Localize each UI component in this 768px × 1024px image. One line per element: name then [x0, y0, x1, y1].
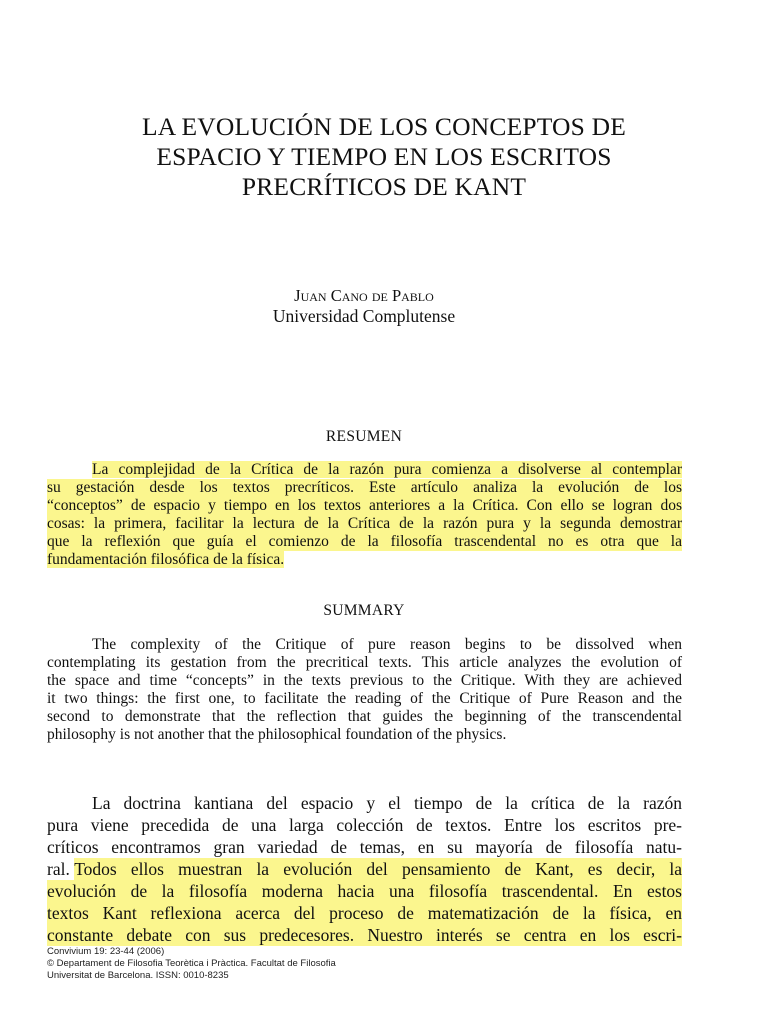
footer-line: Convivium 19: 23-44 (2006) — [47, 946, 165, 957]
summary-line: the space and time “concepts” in the texts previous to the Critique. With they are achieved — [47, 672, 682, 689]
summary-line: it two things: the first one, to facilitate the reading of the Critique of Pure Reason and the — [47, 690, 682, 707]
summary-heading: SUMMARY — [323, 602, 405, 619]
body-line: La doctrina kantiana del espacio y el tiempo de la crítica de la razón — [92, 793, 682, 813]
abstract-line — [47, 551, 284, 569]
abstract-line — [92, 461, 682, 479]
footer-line: Universitat de Barcelona. ISSN: 0010-8235 — [47, 970, 229, 981]
body-line: críticos encontramos gran variedad de temas, en su mayoría de filosofía natu- — [47, 837, 682, 857]
body-line: constante debate con sus predecesores. Nuestro interés se centra en los escri- — [47, 925, 682, 945]
highlighted-text: fundamentación filosófica de la física. — [47, 551, 285, 568]
body-line: pura viene precedida de una larga colección de textos. Entre los escritos pre- — [47, 815, 682, 835]
summary-line: second to demonstrate that the reflection that guides the beginning of the transcendental — [47, 708, 682, 725]
body-text-plain: ral. — [47, 859, 75, 879]
title-line: PRECRÍTICOS DE KANT — [241, 172, 527, 201]
author-affiliation: Universidad Complutense — [272, 306, 456, 326]
highlighted-text: La complejidad de la Crítica de la razón pura comienza a disolverse al contemplar — [92, 461, 682, 478]
abstract-line: cosas: la primera, facilitar la lectura de la Crítica de la razón pura y la segunda demostrar — [47, 515, 682, 532]
summary-line: The complexity of the Critique of pure reason begins to be dissolved when — [92, 636, 682, 653]
title-line: ESPACIO Y TIEMPO EN LOS ESCRITOS — [156, 142, 612, 171]
summary-line: contemplating its gestation from the precritical texts. This article analyzes the evolution of — [47, 654, 682, 671]
body-line — [47, 858, 682, 880]
footer-line: © Departament de Filosofia Teorètica i Pràctica. Facultat de Filosofia — [47, 958, 336, 969]
abstract-line: su gestación desde los textos precríticos. Este artículo analiza la evolución de los — [47, 479, 682, 496]
highlighted-text: Todos ellos muestran la evolución del pensamiento de Kant, es decir, la — [74, 859, 682, 879]
body-line: textos Kant reflexiona acerca del proceso de matematización de la física, en — [47, 903, 682, 923]
abstract-line: “conceptos” de espacio y tiempo en los textos anteriores a la Crítica. Con ello se logran dos — [47, 497, 682, 514]
summary-line: philosophy is not another that the philosophical foundation of the physics. — [47, 726, 507, 743]
article-title — [60, 112, 708, 202]
abstract-line: que la reflexión que guía el comienzo de la filosofía trascendental no es otra que la — [47, 533, 682, 550]
author-block — [0, 285, 728, 327]
journal-footer — [47, 946, 336, 982]
author-name: Juan Cano de Pablo — [294, 286, 434, 305]
title-line: LA EVOLUCIÓN DE LOS CONCEPTOS DE — [141, 112, 627, 141]
body-line: evolución de la filosofía moderna hacia una filosofía trascendental. En estos — [47, 881, 682, 901]
resumen-heading: RESUMEN — [325, 428, 403, 445]
